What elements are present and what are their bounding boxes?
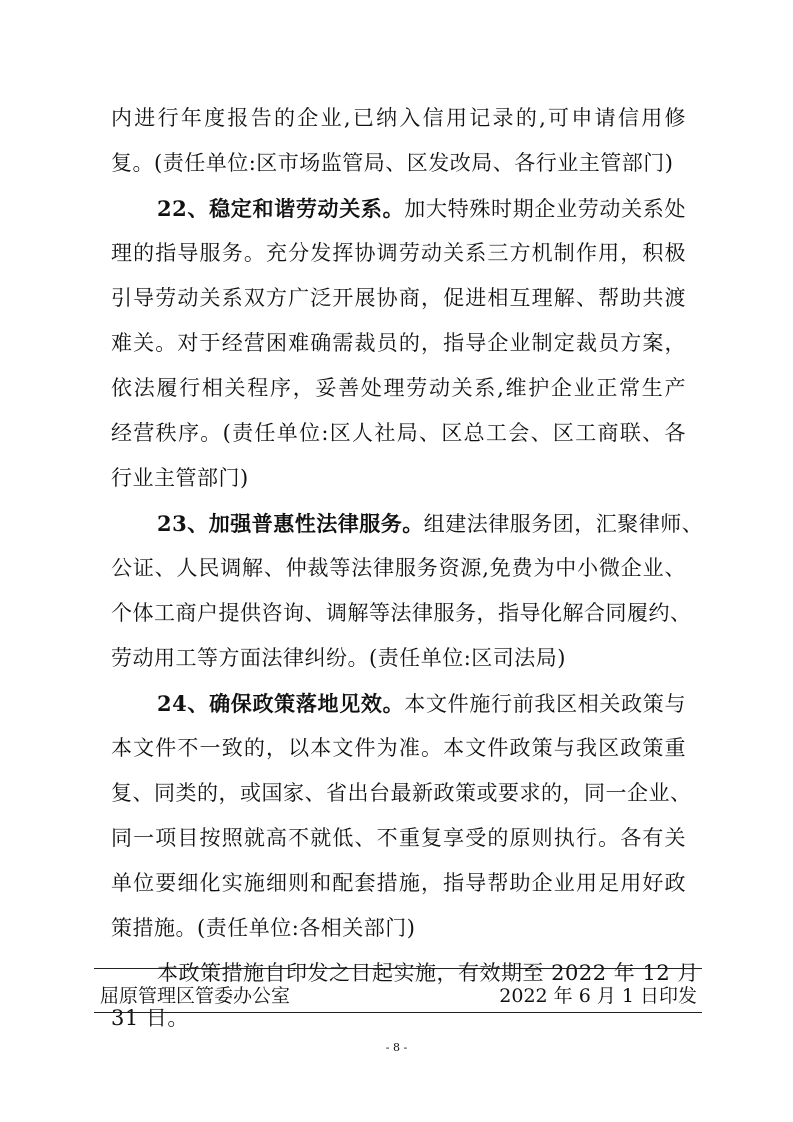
text-line: 同一项目按照就高不就低、不重复享受的原则执行。各有关 xyxy=(111,826,686,850)
text-line: 行业主管部门) xyxy=(111,466,249,490)
text-line: 复、同类的，或国家、省出台最新政策或要求的，同一企业、 xyxy=(111,781,692,805)
item-23-text: 组建法律服务团，汇聚律师、 xyxy=(423,512,704,536)
issuer-name: 屈原管理区管委办公室 xyxy=(100,985,291,1007)
text-line: 劳动用工等方面法律纠纷。(责任单位:区司法局) xyxy=(111,646,566,670)
text-line: 策措施。(责任单位:各相关部门) xyxy=(111,916,416,940)
body-text xyxy=(111,104,704,1049)
item-24-text: 本文件施行前我区相关政策与 xyxy=(404,692,686,716)
item-23-heading: 23、加强普惠性法律服务。 xyxy=(157,511,424,536)
text-line: 公证、人民调解、仲裁等法律服务资源,免费为中小微企业、 xyxy=(111,556,686,580)
text-line: 理的指导服务。充分发挥协调劳动关系三方机制作用，积极 xyxy=(111,241,686,265)
footer-bottom-rule xyxy=(94,1012,702,1013)
text-line: 内进行年度报告的企业,已纳入信用记录的,可申请信用修 xyxy=(111,106,686,130)
issue-date: 2022 年 6 月 1 日印发 xyxy=(499,985,697,1007)
effective-date-line: 本政策措施自印发之日起实施，有效期至 2022 年 12 月 xyxy=(157,961,699,985)
text-line: 引导劳动关系双方广泛开展协商，促进相互理解、帮助共渡 xyxy=(111,286,686,310)
text-line: 31 日。 xyxy=(111,1006,189,1030)
footer-top-rule xyxy=(94,968,702,969)
text-line: 经营秩序。(责任单位:区人社局、区总工会、区工商联、各 xyxy=(111,421,686,445)
item-24-first-line xyxy=(111,689,686,734)
issuance-footer xyxy=(100,984,697,1008)
text-line: 本文件不一致的，以本文件为准。本文件政策与我区政策重 xyxy=(111,736,686,760)
item-22-heading: 22、稳定和谐劳动关系。 xyxy=(157,196,405,221)
page-number: - 8 - xyxy=(385,1041,408,1054)
text-line: 难关。对于经营困难确需裁员的，指导企业制定裁员方案， xyxy=(111,331,686,355)
item-23-first-line xyxy=(111,509,704,554)
text-line: 单位要细化实施细则和配套措施，指导帮助企业用足用好政 xyxy=(111,871,686,895)
item-22-first-line xyxy=(111,194,686,239)
text-line: 复。(责任单位:区市场监管局、区发改局、各行业主管部门) xyxy=(111,151,674,175)
item-24-heading: 24、确保政策落地见效。 xyxy=(157,691,405,716)
text-line: 个体工商户提供咨询、调解等法律服务，指导化解合同履约、 xyxy=(111,601,692,625)
item-22-text: 加大特殊时期企业劳动关系处 xyxy=(404,197,686,221)
text-line: 依法履行相关程序，妥善处理劳动关系,维护企业正常生产 xyxy=(111,376,686,400)
